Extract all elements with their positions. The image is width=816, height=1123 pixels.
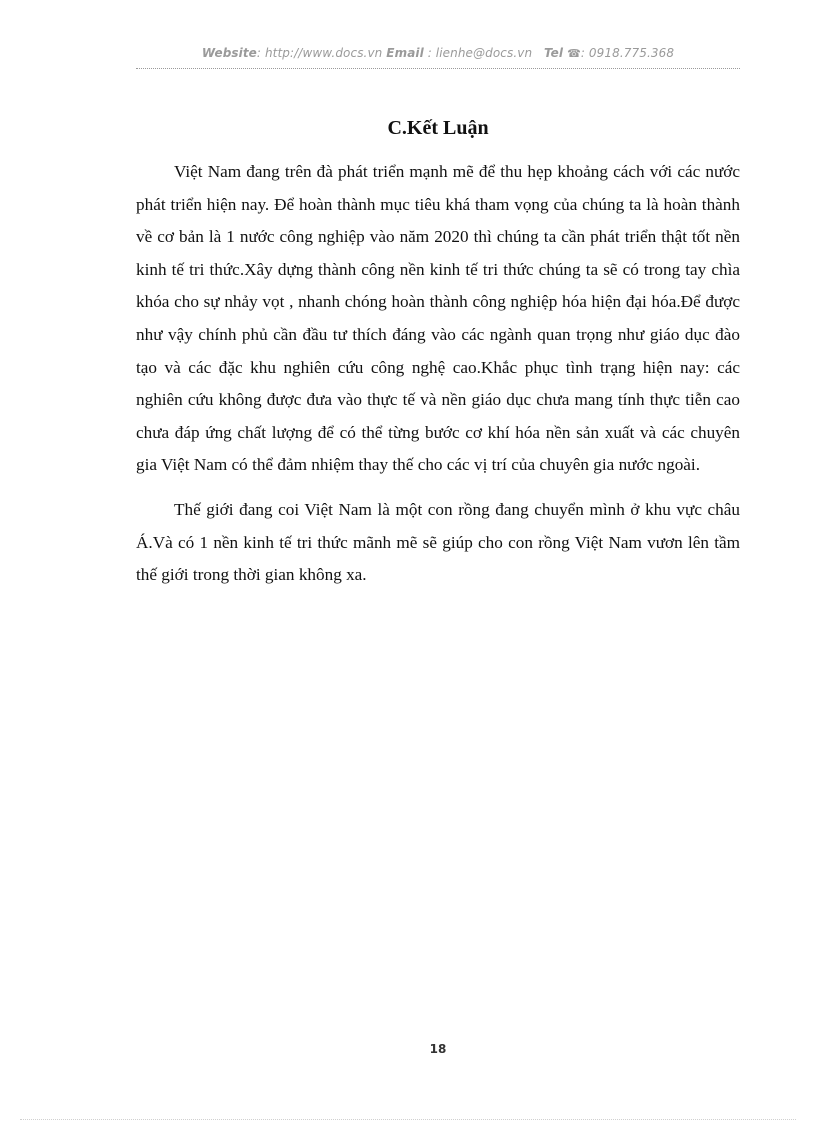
page-title: C.Kết Luận: [387, 117, 489, 139]
document-body: [136, 156, 740, 604]
paragraph-2: Thế giới đang coi Việt Nam là một con rồng đang chuyển mình ở khu vực châu Á.Và có 1 nền kinh tế tri thức mãnh mẽ sẽ giúp cho con rồng Việt Nam vươn lên tầm thế giới trong thời gian không xa.: [136, 499, 740, 585]
email-value: : lienhe@docs.vn: [423, 46, 533, 60]
website-value: : http://www.docs.vn: [256, 46, 383, 60]
page-number: 18: [429, 1042, 447, 1056]
footer-divider: [20, 1119, 796, 1120]
website-label: Website: [201, 46, 257, 60]
paragraph-1: Việt Nam đang trên đà phát triển mạnh mẽ để thu hẹp khoảng cách với các nước phát triển hiện nay. Để hoàn thành mục tiêu khá tham vọng của chúng ta là hoàn thành về cơ bản là 1 nước công nghiệp vào năm 2020 thì chúng ta cần phát triển thật tốt nền kinh tế tri thức.Xây dựng thành công nền kinh tế tri thức chúng ta sẽ có trong tay chìa khóa cho sự nhảy vọt , nhanh chóng hoàn thành công nghiệp hóa hiện đại hóa.Để được như vậy chính phủ cần đầu tư thích đáng vào các ngành quan trọng như giáo dục đào tạo và các đặc khu nghiên cứu công nghệ cao.Khắc phục tình trạng hiện nay: các nghiên cứu không được đưa vào thực tế và nền giáo dục chưa mang tính thực tiễn cao chưa đáp ứng chất lượng để có thể từng bước cơ khí hóa nền sản xuất và các chuyên gia Việt Nam có thể đảm nhiệm thay thế cho các vị trí của chuyên gia nước ngoài.: [136, 162, 740, 475]
tel-value: : 0918.775.368: [580, 46, 675, 60]
tel-label: Tel: [543, 46, 564, 60]
header-divider: [136, 68, 740, 69]
email-label: Email: [386, 46, 424, 60]
phone-icon: ☎: [567, 47, 581, 60]
page-header: [136, 46, 740, 60]
